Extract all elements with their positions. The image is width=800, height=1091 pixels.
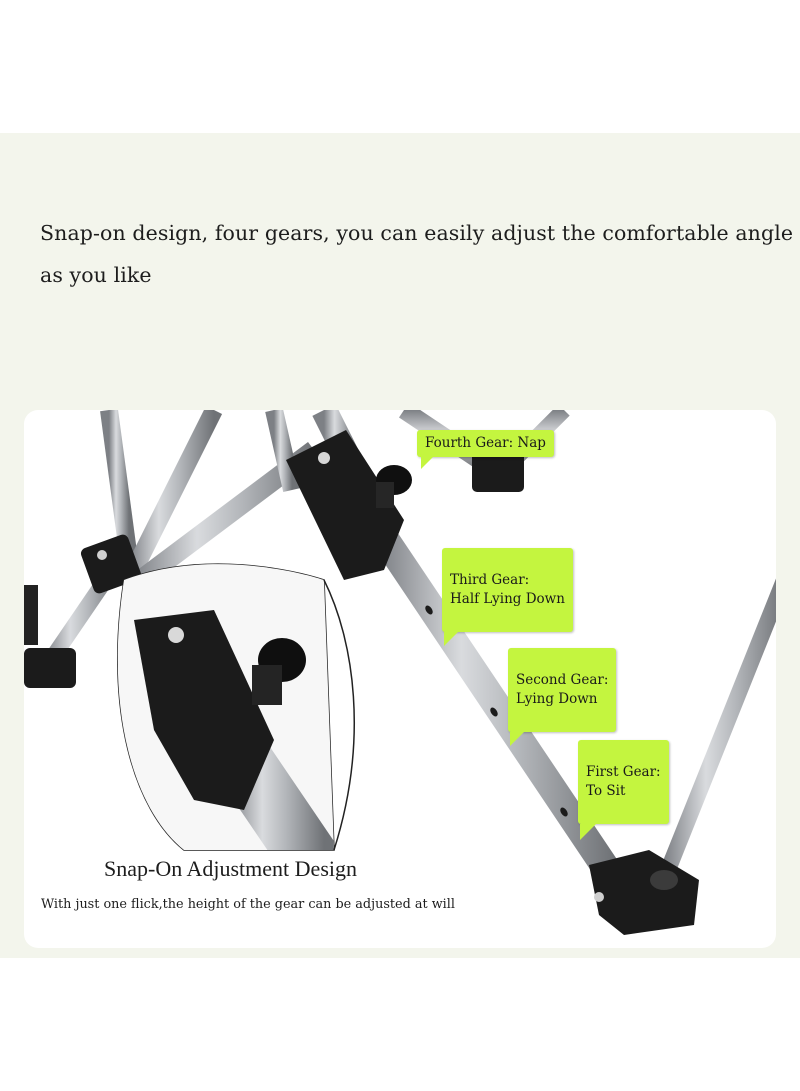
gear-label-fourth xyxy=(417,430,554,457)
left-foot xyxy=(24,648,76,688)
caption-subtitle: With just one flick,the height of the gear can be adjusted at will xyxy=(41,897,455,912)
gear-label-second-text: Second Gear: Lying Down xyxy=(516,672,609,707)
caption-title: Snap-On Adjustment Design xyxy=(104,856,357,881)
magnified-detail xyxy=(104,550,364,880)
gear-label-second xyxy=(508,648,616,732)
gear-label-fourth-text: Fourth Gear: Nap xyxy=(425,435,546,451)
gear-label-third-text: Third Gear: Half Lying Down xyxy=(450,572,565,607)
gear-label-first xyxy=(578,740,669,824)
gear-label-third xyxy=(442,548,573,632)
top-foot xyxy=(472,452,524,492)
headline-text: Snap-on design, four gears, you can easily adjust the comfortable angle as you like xyxy=(40,221,794,287)
right-foot-bracket xyxy=(589,850,699,935)
gear-label-first-text: First Gear: To Sit xyxy=(586,764,661,799)
